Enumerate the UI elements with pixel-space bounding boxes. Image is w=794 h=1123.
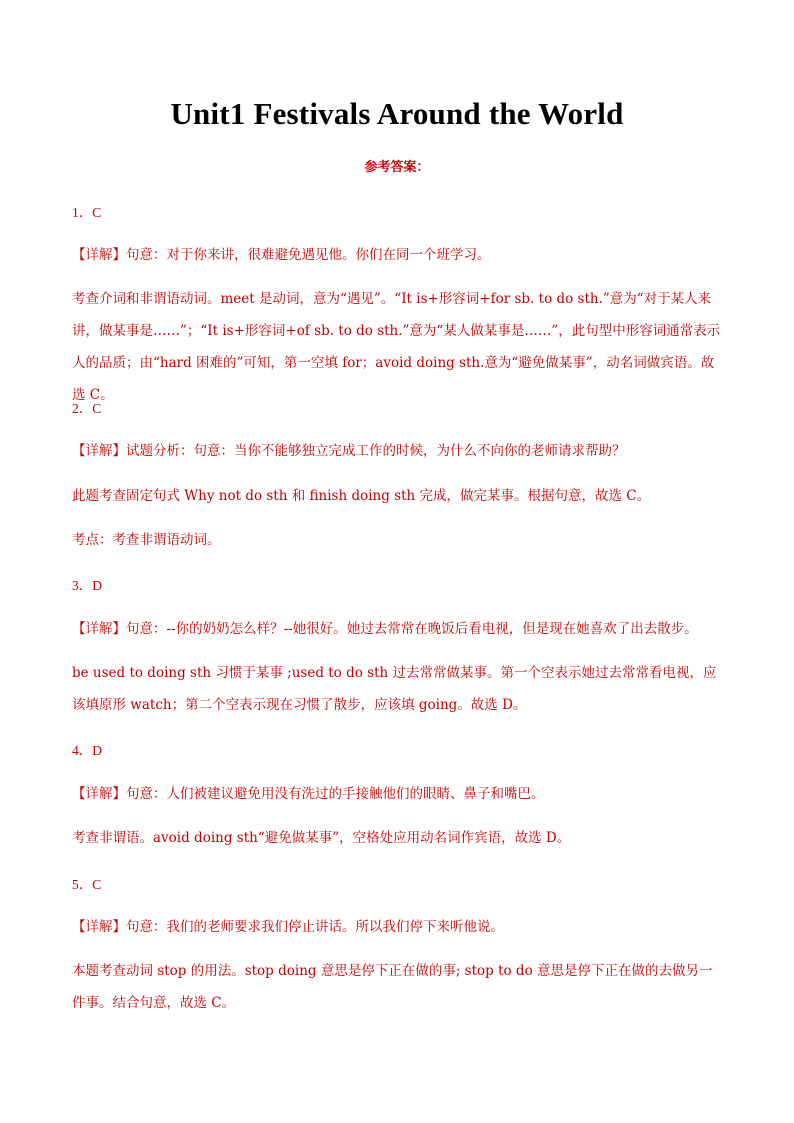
answer-explanation: 考查介词和非谓语动词。meet 是动词，意为“遇见”。“It is+形容词+for sb. to do sth.”意为“对于某人来讲，做某事是……”；“It is+形容词+of sb. to do sth.”意为“某人做某事是……”，此句型中形容词通常表示人的品质；由“hard 困难的”可知，第一空填 for；avoid doing sth.意为“避免做某事”，动名词做宾语。故选 C。 — [72, 291, 721, 403]
answer-number: 5．C — [72, 877, 102, 892]
detail-tag: 【详解】 — [72, 443, 126, 459]
answer-detail — [72, 911, 724, 943]
detail-tag: 【详解】 — [72, 621, 126, 637]
answer-key-heading: 参考答案： — [364, 160, 430, 175]
answer-note: 考点：考查非谓语动词。 — [72, 532, 221, 548]
detail-tag: 【详解】 — [72, 919, 126, 935]
answer-detail — [72, 613, 724, 645]
document-title: Unit1 Festivals Around the World — [170, 96, 624, 131]
detail-text: 句意：我们的老师要求我们停止讲话。所以我们停下来听他说。 — [126, 919, 504, 935]
detail-text: 试题分析：句意：当你不能够独立完成工作的时候，为什么不向你的老师请求帮助？ — [126, 443, 626, 459]
detail-text: 句意：--你的奶奶怎么样？--她很好。她过去常常在晚饭后看电视，但是现在她喜欢了出去散步。 — [126, 621, 698, 637]
detail-text: 句意：人们被建议避免用没有洗过的手接触他们的眼睛、鼻子和嘴巴。 — [126, 786, 545, 802]
answer-detail — [72, 778, 724, 810]
answer-explanation: be used to doing sth 习惯于某事 ;used to do sth 过去常常做某事。第一个空表示她过去常常看电视，应该填原形 watch；第二个空表示现在习惯了散步，应该填 going。故选 D。 — [72, 665, 717, 713]
answer-explanation: 考查非谓语。avoid doing sth“避免做某事”，空格处应用动名词作宾语，故选 D。 — [72, 830, 571, 846]
answer-number: 2．C — [72, 401, 102, 416]
answer-detail — [72, 239, 724, 271]
detail-tag: 【详解】 — [72, 786, 126, 802]
answer-detail — [72, 435, 724, 467]
answer-explanation: 此题考查固定句式 Why not do sth 和 finish doing sth 完成，做完某事。根据句意，故选 C。 — [72, 488, 651, 504]
answer-explanation: 本题考查动词 stop 的用法。stop doing 意思是停下正在做的事; stop to do 意思是停下正在做的去做另一件事。结合句意，故选 C。 — [72, 963, 713, 1011]
answer-number: 4．D — [72, 743, 102, 758]
answer-number: 1．C — [72, 205, 102, 220]
detail-tag: 【详解】 — [72, 247, 126, 263]
detail-text: 句意：对于你来讲，很难避免遇见他。你们在同一个班学习。 — [126, 247, 491, 263]
answer-number: 3．D — [72, 578, 102, 593]
